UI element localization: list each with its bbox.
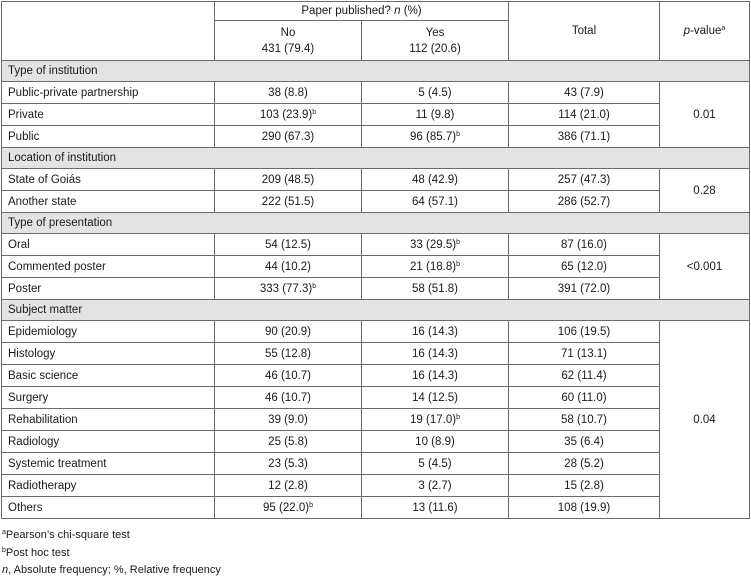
pvalue-superscript: a [721, 25, 726, 32]
table-row [2, 169, 750, 191]
row-label [2, 387, 215, 409]
row-label [2, 256, 215, 278]
cell-total-value: 87 (16.0) [560, 238, 608, 251]
cell-yes-superscript: b [456, 413, 460, 421]
cell-total-value: 15 (2.8) [564, 479, 604, 492]
cell-no-value: 333 (77.3) [259, 282, 313, 295]
cell-no [215, 256, 362, 278]
cell-no [215, 409, 362, 431]
section-title: Subject matter [2, 300, 750, 321]
cell-total-value: 386 (71.1) [557, 130, 611, 143]
row-label [2, 126, 215, 148]
table-row [2, 409, 750, 431]
header-no [215, 21, 362, 61]
cell-total [509, 126, 660, 148]
header-no-count: 431 (79.4) [261, 42, 315, 55]
cell-yes-value: 16 (14.3) [411, 347, 459, 360]
row-label-value: Poster [8, 282, 42, 295]
cell-no [215, 387, 362, 409]
table-row [2, 387, 750, 409]
cell-yes-value: 5 (4.5) [418, 86, 452, 99]
row-label [2, 104, 215, 126]
cell-no [215, 169, 362, 191]
footnotes [2, 527, 221, 580]
cell-yes-value: 19 (17.0) [410, 413, 457, 426]
cell-yes-value: 11 (9.8) [415, 108, 455, 121]
section-title: Type of presentation [2, 213, 750, 234]
section-header-row [2, 61, 750, 82]
cell-pvalue: 0.04 [660, 321, 750, 519]
cell-total [509, 82, 660, 104]
footnote-b [2, 545, 221, 563]
cell-yes-superscript: b [456, 260, 460, 268]
cell-total [509, 234, 660, 256]
table-row [2, 256, 750, 278]
cell-no-value: 222 (51.5) [261, 195, 315, 208]
cell-no-superscript: b [312, 108, 317, 116]
cell-yes [362, 82, 509, 104]
cell-yes-value: 5 (4.5) [418, 457, 452, 470]
row-label [2, 365, 215, 387]
cell-total-value: 58 (10.7) [560, 413, 608, 426]
cell-yes [362, 365, 509, 387]
table-row [2, 497, 750, 519]
cell-yes [362, 497, 509, 519]
cell-yes-value: 48 (42.9) [411, 173, 459, 186]
table-row [2, 126, 750, 148]
cell-yes [362, 191, 509, 213]
cell-total [509, 431, 660, 453]
section-title: Location of institution [2, 148, 750, 169]
cell-yes [362, 387, 509, 409]
section-header-row [2, 148, 750, 169]
cell-total-value: 65 (12.0) [560, 260, 608, 273]
cell-total [509, 321, 660, 343]
table-row [2, 343, 750, 365]
cell-total-value: 35 (6.4) [564, 435, 604, 448]
group-label-prefix: Paper published? [301, 5, 395, 17]
cell-no-value: 209 (48.5) [261, 173, 315, 186]
cell-total-value: 43 (7.9) [564, 86, 604, 99]
cell-yes [362, 343, 509, 365]
cell-yes-superscript: b [456, 238, 460, 246]
cell-total-value: 62 (11.4) [561, 369, 607, 382]
footnote-b-marker: b [2, 546, 6, 554]
row-label-value: Public [8, 130, 40, 143]
cell-total-value: 71 (13.1) [560, 347, 608, 360]
cell-total-value: 60 (11.0) [561, 391, 607, 404]
row-label-value: Another state [8, 195, 77, 208]
cell-no-superscript: b [312, 282, 317, 290]
pvalue-label-rest: -value [690, 25, 722, 37]
row-label-value: State of Goiás [8, 173, 81, 186]
row-label [2, 497, 215, 519]
cell-yes-value: 96 (85.7) [410, 130, 457, 143]
cell-no-value: 95 (22.0) [263, 501, 310, 514]
cell-no [215, 82, 362, 104]
cell-no-value: 290 (67.3) [261, 130, 315, 143]
row-label [2, 475, 215, 497]
row-label-value: Surgery [8, 391, 49, 404]
table-row [2, 278, 750, 300]
cell-no-value: 46 (10.7) [264, 391, 312, 404]
cell-total-value: 106 (19.5) [557, 325, 611, 338]
row-label-value: Commented poster [8, 260, 106, 273]
cell-yes [362, 278, 509, 300]
row-label [2, 431, 215, 453]
cell-total-value: 257 (47.3) [557, 173, 611, 186]
cell-total [509, 409, 660, 431]
row-label [2, 278, 215, 300]
cell-yes-value: 21 (18.8) [410, 260, 457, 273]
footnote-b-text: Post hoc test [5, 546, 70, 559]
table-row [2, 475, 750, 497]
row-label [2, 191, 215, 213]
row-label-value: Histology [8, 347, 56, 360]
cell-total-value: 28 (5.2) [564, 457, 604, 470]
header-group-label [215, 2, 509, 21]
cell-yes [362, 321, 509, 343]
group-label-italic: n [394, 5, 401, 17]
cell-no [215, 278, 362, 300]
cell-no [215, 126, 362, 148]
header-row-top [2, 2, 750, 21]
cell-pvalue: <0.001 [660, 234, 750, 300]
cell-pvalue: 0.28 [660, 169, 750, 213]
cell-no-value: 23 (5.3) [268, 457, 308, 470]
section-title: Type of institution [2, 61, 750, 82]
group-label-suffix: (%) [400, 5, 422, 17]
table-row [2, 234, 750, 256]
cell-yes-value: 14 (12.5) [411, 391, 459, 404]
header-pvalue [660, 2, 750, 61]
cell-no-value: 12 (2.8) [268, 479, 308, 492]
cell-yes [362, 126, 509, 148]
table-body [2, 2, 750, 519]
cell-no-value: 54 (12.5) [264, 238, 312, 251]
cell-no-value: 44 (10.2) [264, 260, 312, 273]
table-row [2, 365, 750, 387]
cell-yes-value: 13 (11.6) [412, 501, 458, 514]
row-label [2, 321, 215, 343]
cell-yes-value: 16 (14.3) [411, 325, 459, 338]
cell-no [215, 104, 362, 126]
header-yes-label: Yes [425, 26, 445, 39]
pvalue-label-italic: p [683, 25, 691, 37]
row-label-value: Radiotherapy [8, 479, 77, 492]
table-row [2, 191, 750, 213]
footnote-a-text: Pearson’s chi-square test [5, 529, 130, 541]
row-label [2, 409, 215, 431]
cell-total [509, 191, 660, 213]
cell-yes [362, 104, 509, 126]
row-label-value: Epidemiology [8, 325, 78, 338]
row-label-value: Others [8, 501, 43, 514]
footnote-a-marker: a [2, 529, 6, 536]
cell-total [509, 365, 660, 387]
cell-total-value: 391 (72.0) [557, 282, 611, 295]
cell-pvalue: 0.01 [660, 82, 750, 148]
row-label-value: Private [8, 108, 44, 121]
table-row [2, 431, 750, 453]
header-yes-count: 112 (20.6) [409, 42, 461, 55]
cell-no-value: 38 (8.8) [268, 86, 308, 99]
row-label [2, 82, 215, 104]
cell-yes [362, 234, 509, 256]
row-label-value: Oral [8, 238, 30, 251]
cell-no [215, 234, 362, 256]
cell-total [509, 256, 660, 278]
cell-no-value: 39 (9.0) [268, 413, 308, 426]
table-row [2, 82, 750, 104]
cell-yes [362, 409, 509, 431]
cell-no [215, 321, 362, 343]
cell-no-value: 103 (23.9) [259, 108, 313, 121]
cell-yes-value: 64 (57.1) [411, 195, 459, 208]
header-yes [362, 21, 509, 61]
cell-no [215, 497, 362, 519]
cell-total [509, 453, 660, 475]
cell-no-value: 90 (20.9) [264, 325, 312, 338]
row-label-value: Radiology [8, 435, 60, 448]
cell-total [509, 475, 660, 497]
cell-no-value: 46 (10.7) [264, 369, 312, 382]
cell-yes-value: 16 (14.3) [411, 369, 459, 382]
row-label [2, 234, 215, 256]
row-label [2, 453, 215, 475]
footnote-n-text: , Absolute frequency; %, Relative frequency [8, 564, 221, 576]
table-row [2, 104, 750, 126]
section-header-row [2, 300, 750, 321]
cell-yes [362, 453, 509, 475]
cell-no [215, 191, 362, 213]
row-label [2, 169, 215, 191]
cell-total-value: 108 (19.9) [557, 501, 611, 514]
cell-yes-value: 33 (29.5) [410, 238, 457, 251]
cell-yes [362, 475, 509, 497]
cell-total [509, 387, 660, 409]
cell-total-value: 114 (21.0) [558, 108, 610, 121]
cell-total [509, 169, 660, 191]
table-row [2, 453, 750, 475]
cell-total [509, 278, 660, 300]
cell-no-superscript: b [309, 501, 313, 509]
cell-yes-value: 58 (51.8) [411, 282, 459, 295]
cell-yes-value: 3 (2.7) [418, 479, 452, 492]
row-label-value: Public-private partnership [8, 86, 139, 99]
cell-total [509, 497, 660, 519]
header-total: Total [509, 2, 660, 61]
cell-yes [362, 169, 509, 191]
row-label-value: Basic science [8, 369, 79, 382]
cell-no [215, 431, 362, 453]
cell-no [215, 453, 362, 475]
cell-no [215, 475, 362, 497]
cell-no [215, 343, 362, 365]
cell-total [509, 104, 660, 126]
cell-yes-value: 10 (8.9) [415, 435, 455, 448]
cell-no-value: 55 (12.8) [264, 347, 312, 360]
footnote-n-italic: n [2, 564, 9, 576]
cell-yes [362, 431, 509, 453]
cell-total-value: 286 (52.7) [557, 195, 611, 208]
cell-no-value: 25 (5.8) [268, 435, 308, 448]
cell-no [215, 365, 362, 387]
cell-yes-superscript: b [456, 130, 460, 138]
cell-total [509, 343, 660, 365]
header-empty-cell [2, 2, 215, 61]
header-no-label: No [280, 26, 296, 39]
cell-yes [362, 256, 509, 278]
row-label [2, 343, 215, 365]
footnote-a [2, 527, 221, 545]
row-label-value: Systemic treatment [8, 457, 107, 470]
results-table [1, 1, 750, 519]
table-row [2, 321, 750, 343]
row-label-value: Rehabilitation [8, 413, 78, 426]
section-header-row [2, 213, 750, 234]
